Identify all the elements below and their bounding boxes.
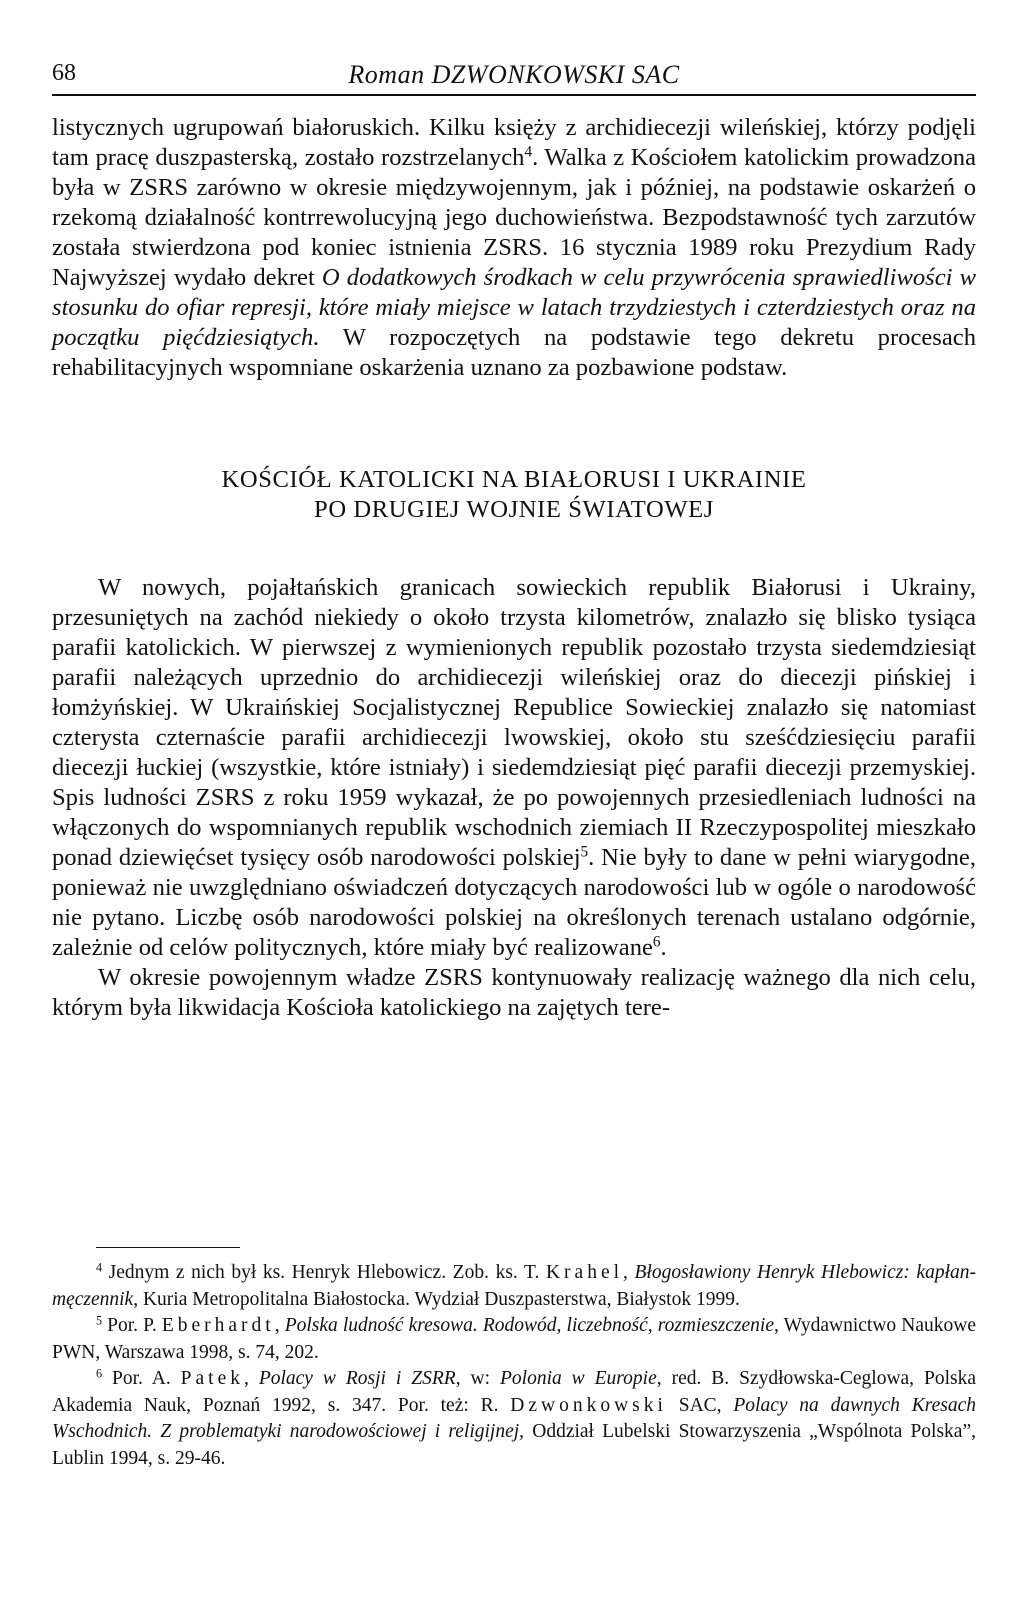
section-title — [52, 465, 976, 525]
footnote-5 — [52, 1313, 976, 1366]
footnote-text: Jednym z nich był ks. Henryk Hlebowicz. Zob. ks. T. — [102, 1262, 546, 1283]
author-name: Krahel — [545, 1262, 624, 1283]
footnote-ref-4: 4 — [524, 143, 533, 161]
footnote-ref-5: 5 — [580, 843, 589, 861]
footnote-number: 4 — [96, 1260, 103, 1275]
footnote-text: , red. B. Szydłowska-Ceglowa, Polska Akademia Nauk, Poznań 1992, s. 347. Por. też: R. — [52, 1368, 977, 1416]
work-title: Błogosławiony Henryk Hlebowicz: kapłan-męczennik — [52, 1262, 976, 1310]
author-name: Patek — [180, 1368, 244, 1389]
paragraph-3: W okresie powojennym władze ZSRS kontynuowały realizację ważnego dla nich celu, którym była likwidacja Kościoła katolickiego na zajętych tere- — [52, 964, 976, 1021]
footnote-text: SAC, — [666, 1394, 734, 1416]
paragraph-1-text-b: . Walka z Kościołem katolickim prowadzona była w ZSRS zarówno w okresie międzywojennym, jak i później, na podstawie oskarżeń o rzekomą działalność kontrrewolucyjną jego duchowieństwa. Bezpodstawność tych zarzutów została stwierdzona pod koniec istnienia ZSRS. 16 stycznia 1989 roku Prezydium Rady Najwyższej wydało dekret — [52, 144, 976, 291]
paragraph-2 — [52, 573, 976, 963]
footnote-text: , Oddział Lubelski Stowarzyszenia „Wspólnota Polska”, Lublin 1994, s. 29-46. — [52, 1421, 976, 1469]
footnote-text: , Kuria Metropolitalna Białostocka. Wydział Duszpasterstwa, Białystok 1999. — [133, 1288, 740, 1310]
paragraph-1-text-c: W rozpoczętych na podstawie tego dekretu procesach rehabilitacyjnych wspomniane oskarżenia uznano za pozbawione podstaw. — [52, 324, 976, 381]
footnote-text: , Wydawnictwo Naukowe PWN, Warszawa 1998, s. 74, 202. — [52, 1315, 976, 1363]
work-title: Polacy na dawnych Kresach Wschodnich. Z problematyki narodowościowej i religijnej — [52, 1394, 976, 1442]
running-head: Roman DZWONKOWSKI SAC — [348, 60, 680, 89]
footnotes — [52, 1260, 976, 1472]
footnote-text: , w: — [455, 1368, 500, 1389]
section-title-line-1: KOŚCIÓŁ KATOLICKI NA BIAŁORUSI I UKRAINIE — [221, 466, 807, 493]
page-number: 68 — [52, 60, 76, 86]
paragraph-1 — [52, 113, 976, 383]
author-name: Dzwonkowski — [510, 1394, 667, 1416]
footnote-text: , — [274, 1315, 285, 1336]
footnote-number: 6 — [96, 1366, 103, 1381]
footnote-separator — [96, 1247, 240, 1248]
section-title-line-2: PO DRUGIEJ WOJNIE ŚWIATOWEJ — [314, 496, 714, 523]
work-title: Polska ludność kresowa. Rodowód, liczebność, rozmieszczenie — [284, 1315, 774, 1336]
body-text — [52, 113, 976, 1023]
footnote-text: , — [244, 1368, 259, 1389]
footnote-6 — [52, 1366, 976, 1472]
page-header — [52, 60, 976, 96]
footnote-text: , — [623, 1262, 635, 1283]
decree-title: O dodatkowych środkach w celu przywrócenia sprawiedliwości w stosunku do ofiar represji, które miały miejsce w latach trzydziestych i czterdziestych oraz na początku pięćdziesiątych. — [52, 264, 976, 351]
footnote-number: 5 — [96, 1313, 103, 1328]
paragraph-2-text-c: . — [660, 934, 667, 961]
footnote-text: Por. P. — [102, 1315, 162, 1336]
work-title: Polonia w Europie — [499, 1368, 657, 1389]
paragraph-1-text-a: listycznych ugrupowań białoruskich. Kilku księży z archidiecezji wileńskiej, którzy podjęli tam pracę duszpasterską, zostało rozstrzelanych — [52, 114, 976, 171]
work-title: Polacy w Rosji i ZSRR — [258, 1368, 456, 1389]
paragraph-2-text-a: W nowych, pojałtańskich granicach sowieckich republik Białorusi i Ukrainy, przesuniętych na zachód niekiedy o około trzysta kilometrów, znalazło się blisko tysiąca parafii katolickich. W pierwszej z wymienionych republik pozostało trzysta siedemdziesiąt parafii należących uprzednio do archidiecezji wileńskiej oraz do diecezji pińskiej i łomżyńskiej. W Ukraińskiej Socjalistycznej Republice Sowieckiej znalazło się natomiast czterysta czternaście parafii archidiecezji lwowskiej, około stu sześćdziesięciu parafii diecezji łuckiej (wszystkie, które istniały) i siedemdziesiąt pięć parafii diecezji przemyskiej. Spis ludności ZSRS z roku 1959 wykazał, że po powojennych przesiedleniach ludności na włączonych do wspomnianych republik wschodnich ziemiach II Rzeczypospolitej mieszkało ponad dziewięćset tysięcy osób narodowości polskiej — [52, 574, 976, 871]
paragraph-2-text-b: . Nie były to dane w pełni wiarygodne, ponieważ nie uwzględniano oświadczeń dotyczących narodowości lub w ogóle o narodowość nie pytano. Liczbę osób narodowości polskiej na określonych terenach ustalano odgórnie, zależnie od celów politycznych, które miały być realizowane — [52, 844, 976, 961]
footnote-ref-6: 6 — [652, 933, 661, 951]
footnote-4 — [52, 1260, 976, 1313]
footnote-text: Por. A. — [102, 1368, 181, 1389]
author-name: Eberhardt — [161, 1315, 275, 1336]
